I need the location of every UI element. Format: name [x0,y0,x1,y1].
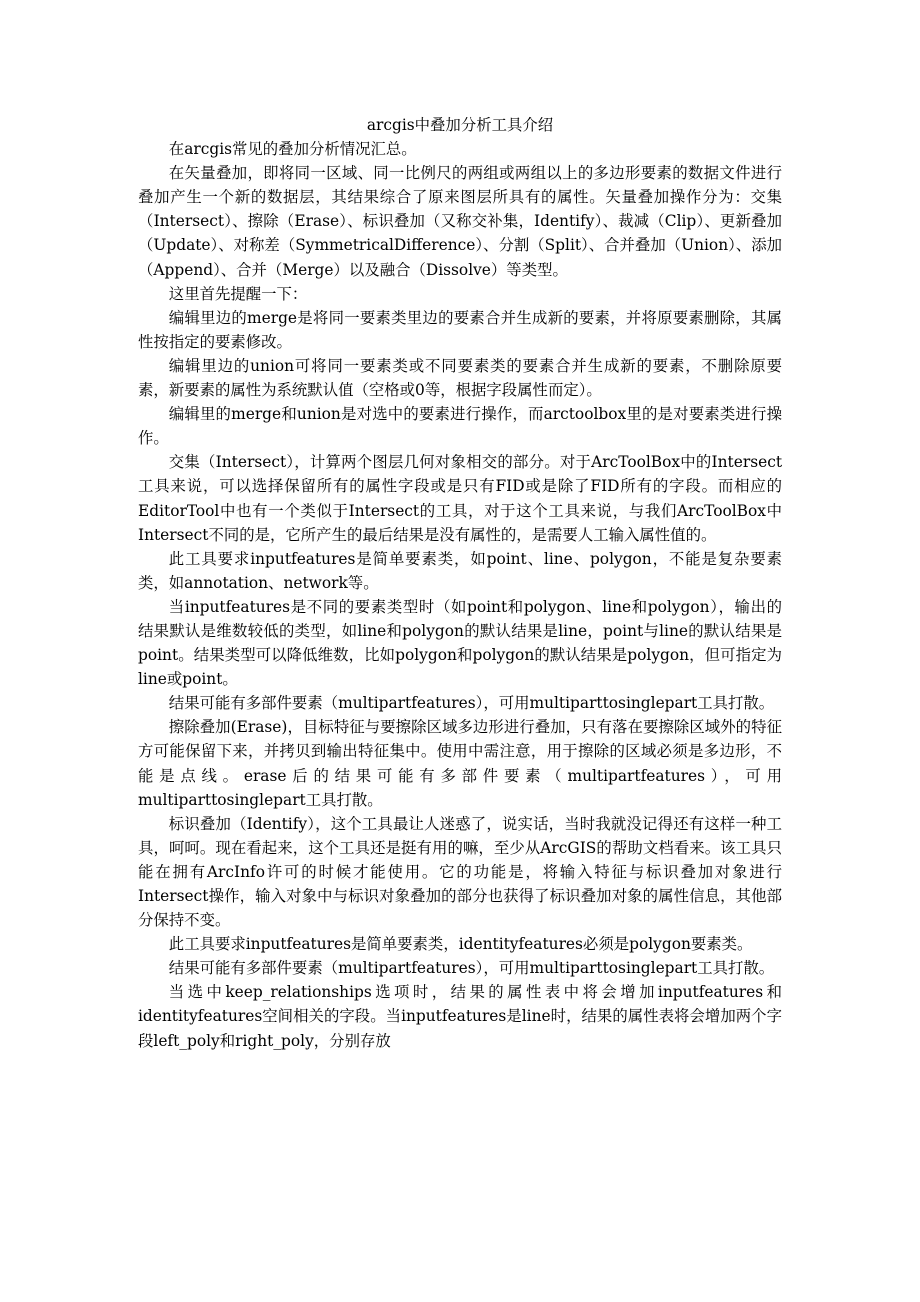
paragraph-identify-multipart: 结果可能有多部件要素（multipartfeatures），可用multiparttosinglepart工具打散。 [168,959,775,978]
paragraph-edit-vs-toolbox: 编辑里的merge和union是对选中的要素进行操作，而arctoolbox里的是对要素类进行操作。 [138,405,782,448]
paragraph-edit-merge: 编辑里边的merge是将同一要素类里边的要素合并生成新的要素，并将原要素删除，其属性按指定的要素修改。 [138,308,782,351]
paragraph-identify-input: 此工具要求inputfeatures是简单要素类，identityfeatures必须是polygon要素类。 [168,935,753,954]
paragraph-identify: 标识叠加（Identify），这个工具最让人迷惑了，说实话，当时我就没记得还有这样一种工具，呵呵。现在看起来，这个工具还是挺有用的嘛，至少从ArcGIS的帮助文档看来。该工具只能在拥有ArcInfo许可的时候才能使用。它的功能是，将输入特征与标识叠加对象进行Intersect操作，输入对象中与标识对象叠加的部分也获得了标识叠加对象的属性信息，其他部分保持不变。 [138,814,782,930]
paragraph-erase: 擦除叠加(Erase)，目标特征与要擦除区域多边形进行叠加，只有落在要擦除区域外的特征方可能保留下来，并拷贝到输出特征集中。使用中需注意，用于擦除的区域必须是多边形，不能是点线。erase后的结果可能有多部件要素（multipartfeatures），可用multiparttosinglepart工具打散。 [138,718,782,809]
paragraph-intersect: 交集（Intersect），计算两个图层几何对象相交的部分。对于ArcToolBox中的Intersect工具来说，可以选择保留所有的属性字段或是只有FID或是除了FID所有的字段。而相应的EditorTool中也有一个类似于Intersect的工具，对于这个工具来说，与我们ArcToolBox中Intersect不同的是，它所产生的最后结果是没有属性的，是需要人工输入属性值的。 [138,453,782,544]
paragraph-reminder: 这里首先提醒一下： [168,284,308,303]
paragraph-keep-relationships: 当选中keep_relationships选项时，结果的属性表中将会增加inputfeatures和identityfeatures空间相关的字段。当inputfeatures是line时，结果的属性表将会增加两个字段left_poly和right_poly，分别存放 [138,983,782,1050]
paragraph-intersect-multipart: 结果可能有多部件要素（multipartfeatures），可用multiparttosinglepart工具打散。 [168,694,775,713]
document-page [138,113,782,1053]
paragraph-edit-union: 编辑里边的union可将同一要素类或不同要素类的要素合并生成新的要素，不删除原要素，新要素的属性为系统默认值（空格或0等，根据字段属性而定）。 [138,356,782,400]
paragraph-vector-overlay: 在矢量叠加，即将同一区域、同一比例尺的两组或两组以上的多边形要素的数据文件进行叠加产生一个新的数据层，其结果综合了原来图层所具有的属性。矢量叠加操作分为：交集（Intersect）、擦除（Erase）、标识叠加（又称交补集，Identify）、裁减（Clip）、更新叠加（Update）、对称差（SymmetricalDifference）、分割（Split）、合并叠加（Union）、添加（Append）、合并（Merge）以及融合（Dissolve）等类型。 [138,164,782,279]
paragraph-intersect-output-type: 当inputfeatures是不同的要素类型时（如point和polygon、line和polygon），输出的结果默认是维数较低的类型，如line和polygon的默认结果是line，point与line的默认结果是point。结果类型可以降低维数，比如polygon和polygon的默认结果是polygon，但可指定为line或point。 [138,597,782,689]
paragraph-intro: 在arcgis常见的叠加分析情况汇总。 [168,140,417,159]
paragraph-intersect-input: 此工具要求inputfeatures是简单要素类，如point、line、polygon，不能是复杂要素类，如annotation、network等。 [138,549,782,592]
document-title: arcgis中叠加分析工具介绍 [366,116,554,134]
